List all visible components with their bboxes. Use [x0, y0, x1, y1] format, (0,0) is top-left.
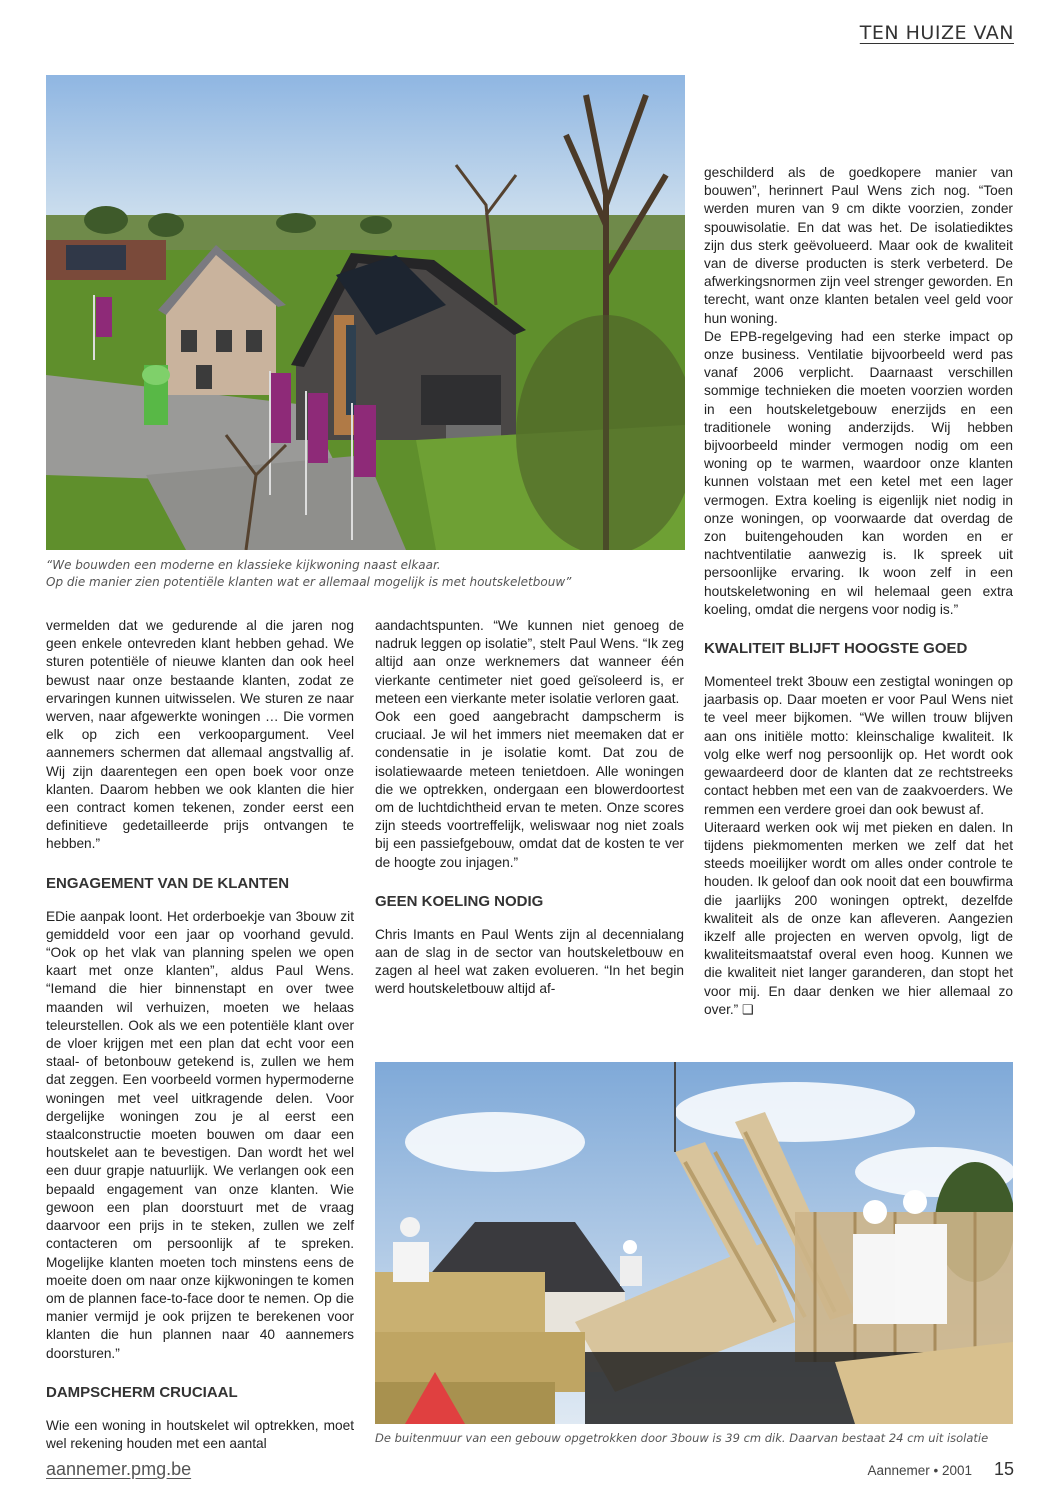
construction-photo: [375, 1062, 1013, 1424]
caption-line-1: “We bouwden een moderne en klassieke kijkwoning naast elkaar.: [46, 558, 441, 572]
footer-magazine: Aannemer • 2001: [867, 1463, 972, 1478]
subheading-kwaliteit: KWALITEIT BLIJFT HOOGSTE GOED: [704, 640, 968, 658]
paragraph: vermelden dat we gedurende al die jaren nog geen enkele ontevreden klant hebben gehad. We sturen potentiële of nieuwe klanten dan ook heel bewust naar onze bestaande klanten, zodat ze ervaringen kunnen uitwisselen. We sturen ze naar werven, naar afgewerkte woningen … Die vormen elk op zich een verkoopargument. Veel aannemers schermen dat allemaal angstvallig af. Wij zijn daarentegen een open boek voor onze klanten. Daarom hebben we ook klanten die hier een contract komen tekenen, zonder eerst een definitieve gedetailleerde prijs ontvangen te hebben.”: [46, 618, 354, 852]
end-mark-icon: ❑: [742, 1001, 754, 1017]
paragraph: Wie een woning in houtskelet wil optrekken, moet wel rekening houden met een aantal: [46, 1417, 354, 1451]
paragraph: Chris Imants en Paul Wents zijn al decennialang aan de slag in de sector van houtskeletbouw en zagen al heel wat zaken evolueren. “In het begin werd houtskeletbouw altijd af-: [375, 926, 684, 997]
subheading-koeling: GEEN KOELING NODIG: [375, 892, 544, 910]
top-photo-caption: [46, 557, 685, 591]
showhouse-photo: [46, 75, 685, 550]
article-column-2: [375, 617, 684, 999]
footer-url-link[interactable]: aannemer.pmg.be: [46, 1459, 192, 1479]
paragraph: [704, 819, 1013, 1019]
article-column-1: [46, 617, 354, 1453]
paragraph: geschilderd als de goedkopere manier van bouwen”, herinnert Paul Wens zich nog. “Toen werden muren van 9 cm dikte voorzien, zonder spouwisolatie. En dat was het. De isolatiediktes zijn dus sterk geëvolueerd. Maar ook de kwaliteit van de diverse producten is sterk verbeterd. De afwerkingsnormen zijn veel strenger geworden. En terecht, want onze klanten betalen veel geld voor hun woning.: [704, 165, 1013, 326]
subheading-dampscherm: DAMPSCHERM CRUCIAAL: [46, 1383, 238, 1401]
article-column-3: [704, 164, 1013, 1019]
caption-line-2: Op die manier zien potentiële klanten wat er allemaal mogelijk is met houtskeletbouw”: [46, 575, 572, 589]
subheading-engagement: ENGAGEMENT VAN DE KLANTEN: [46, 874, 290, 892]
paragraph: EDie aanpak loont. Het orderboekje van 3bouw zit gemiddeld voor een jaar op voorhand gevuld. “Ook op het vlak van planning spelen we open kaart met onze klanten”, aldus Paul Wens. “Iemand die hier binnenstapt en over twee maanden wil verhuizen, moeten we helaas teleurstellen. Ook als we een potentiële klant over de vloer krijgen met een plan dat echt voor een staal- of betonbouw getekend is, zullen we hem dat zeggen. Een voorbeeld vormen hypermoderne woningen met veel uitkragende delen. Voor dergelijke woningen zou je al eerst een staalconstructie moeten bouwen om daar een houtskelet aan te bevestigen. Dan wordt het wel een duur grapje natuurlijk. We verlangen ook een bepaald engagement van onze klanten. Wie gewoon een plan doorstuurt met de vraag daarvoor een prijs in te steken, zullen we zelf contacteren om persoonlijk af te spreken. Mogelijke klanten moeten toch minstens eens de moeite doen om naar onze kijkwoningen te komen om de plannen face-to-face door te nemen. Op die manier vermijd je ook prijzen te berekenen voor klanten die hun plannen naar 40 aannemers doorsturen.”: [46, 908, 354, 1361]
paragraph: De EPB-regelgeving had een sterke impact op onze business. Ventilatie bijvoorbeeld werd pas vanaf 2006 verplicht. Daarnaast verschillen sommige technieken die moeten voorzien worden in een houtskeletgebouw enerzijds en een traditionele woning anderzijds. Wij hebben bijvoorbeeld minder vermogen nodig om een woning op te warmen, waardoor onze klanten kunnen volstaan met een ketel met een lager vermogen. Extra koeling is eigenlijk niet nodig in onze woningen, op voorwaarde dat overdag de zon buitengehouden kan worden en er nachtventilatie aanwezig is. Ik spreek uit persoonlijke ervaring. Ik woon zelf in een houtskeletwoning en wil helemaal geen extra koeling, omdat die nergens voor nodig is.”: [704, 328, 1013, 617]
section-label: TEN HUIZE VAN: [859, 22, 1014, 44]
bottom-photo-caption: De buitenmuur van een gebouw opgetrokken door 3bouw is 39 cm dik. Daarvan bestaat 24 cm uit isolatie: [375, 1431, 989, 1445]
paragraph-text: Uiteraard werken ook wij met pieken en dalen. In tijdens piekmomenten merken we zelf dat het steeds moeilijker wordt om alles onder controle te houden. Ik geloof dan ook nooit dat een bouwfirma die jaarlijks 200 woningen optrekt, dezelfde kwaliteit als de onze kan afleveren. Aangezien ikzelf alle projecten en werven opvolg, ligt de kwaliteitsmaatstaf overal even hoog. Kunnen we die kwaliteit niet langer garanderen, dan stopt het voor mij. En daar denken we hier allemaal zo over.”: [704, 819, 1013, 1017]
paragraph: Momenteel trekt 3bouw een zestigtal woningen op jaarbasis op. Daar moeten er voor Paul Wens niet te veel meer bijkomen. “We willen trouw blijven aan ons initiële motto: kleinschalige kwaliteit. Ik volg elke werf nog persoonlijk op. Het wordt ook gewaardeerd door de klanten dat ze rechtstreeks contact hebben met een van de zaakvoerders. We remmen een verdere groei dan ook bewust af.: [704, 674, 1013, 817]
paragraph: aandachtspunten. “We kunnen niet genoeg de nadruk leggen op isolatie”, stelt Paul Wens. “Ik zeg altijd aan onze werknemers dat wanneer één vierkante centimeter niet goed geïsoleerd is, er meteen een vierkante meter isolatie verloren gaat.: [375, 618, 684, 706]
page-number: 15: [993, 1459, 1014, 1479]
paragraph: Ook een goed aangebracht dampscherm is cruciaal. Je wil het immers niet meemaken dat er condensatie in je isolatie komt. Dat zou de isolatiewaarde meteen tenietdoen. Alle woningen die we optrekken, ondergaan een blowerdoortest om de luchtdichtheid ervan te meten. Onze scores zijn steeds voortreffelijk, weliswaar nog niet zoals bij een passiefgebouw, omdat dat de kosten te ver de hoogte zou injagen.”: [375, 709, 684, 870]
